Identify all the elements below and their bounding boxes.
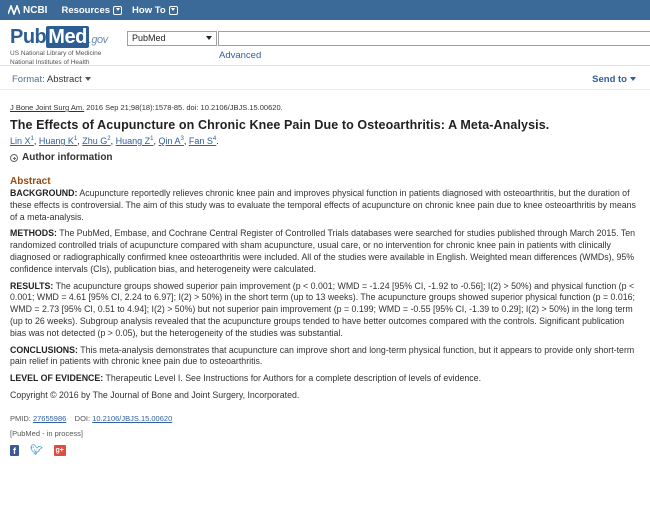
caret-down-icon — [630, 77, 636, 81]
facebook-icon[interactable]: f — [10, 445, 19, 456]
author-list: Lin $X^1$, Huang $K^1$, Zhu $G^2$, Huang $Z^1$, Qin $A^3$, Fan $S^4$. — [10, 136, 219, 146]
author-link[interactable]: Huang $K^1$ — [38, 136, 78, 146]
howto-menu[interactable] — [132, 5, 178, 16]
abstract-results: RESULTS: The acupuncture groups showed superior pain improvement (p < 0.001; WMD = -1.24 [95% CI, -1.92 to -0.56]; I(2) > 50%) and physical function (p < 0.001; WMD = 4.61 [95% CI, 2.24 to 6.97]; I(2) > 50%) in the short term (up to 13 weeks). The acupuncture groups showed superior physical function (p = 0.016; WMD = 2.73 [95% CI, 0.51 to 4.94]; I(2) > 50%) but not superior pain improvement (p = 0.199; WMD = -0.55 [95% CI, -1.39 to 0.29]; I(2) > 50%) in the long term (up to 26 weeks). Subgroup analysis revealed that the acupuncture groups tended to have better outcomes compared with the controls. Significant publication bias was not detected (p > 0.05), but the heterogeneity of the studies was substantial. — [10, 280, 635, 338]
search-input[interactable] — [218, 31, 650, 46]
author-info-toggle[interactable] — [10, 152, 640, 163]
author-info-label: Author information — [22, 152, 113, 163]
author-link[interactable]: Qin $A^3$ — [158, 136, 184, 146]
caret-down-icon — [85, 77, 91, 81]
howto-label: How To — [132, 4, 166, 16]
format-row — [0, 66, 650, 90]
pubmed-logo[interactable] — [10, 26, 108, 67]
pubmed-wordmark — [10, 26, 108, 49]
author-link[interactable]: Huang $Z^1$ — [115, 136, 154, 146]
abstract-methods: METHODS: The PubMed, Embase, and Cochrane Central Register of Controlled Trials databases were searched for studies published through March 2015. Ten randomized controlled trials of acupuncture compared with sham acupuncture, usual care, or no intervention for chronic knee pain in patients with clinically diagnosed or radiographically confirmed knee osteoarthritis were included. All of the studies were available in English. Weighted mean differences (WMDs), 95% confidence intervals (CIs), publication bias, and heterogeneity were calculated. — [10, 228, 636, 274]
database-select-value: PubMed — [132, 33, 166, 43]
author-link[interactable]: Lin $X^1$ — [10, 136, 34, 146]
logo-gov: .gov — [88, 34, 108, 46]
abstract-background: BACKGROUND: Acupuncture reportedly relieves chronic knee pain and improves physical function in patients diagnosed with osteoarthritis, but the duration of these effects is controversial. The aim of this study was to evaluate the temporal effects of acupuncture on chronic knee pain due to knee osteoarthritis by means of a meta-analysis. — [10, 188, 636, 222]
database-select[interactable] — [127, 31, 217, 46]
abstract-heading: Abstract — [10, 176, 51, 187]
article-content — [10, 103, 640, 456]
abstract-conclusions: CONCLUSIONS: This meta-analysis demonstrates that acupuncture can improve short and long-term physical function, but it appears to provide only short-term pain relief in patients with chronic knee pain due to osteoarthritis. — [10, 344, 635, 367]
pmid-label: PMID: — [10, 413, 31, 423]
journal-link[interactable]: J Bone Joint Surg Am. — [10, 103, 85, 112]
format-selector[interactable] — [12, 74, 91, 85]
search-header — [0, 20, 650, 66]
pmid-link[interactable]: 27655986 — [32, 413, 67, 423]
resources-label: Resources — [61, 4, 111, 16]
ncbi-brand-label: NCBI — [23, 4, 48, 16]
publication-status: [PubMed - in process] — [10, 428, 83, 438]
google-plus-icon[interactable]: g+ — [55, 446, 64, 454]
send-to-label: Send to — [592, 74, 627, 85]
twitter-icon[interactable]: 🐦︎ — [30, 444, 43, 456]
logo-med: Med — [48, 26, 87, 48]
citation-details: 2016 Sep 21;98(18):1578-85. doi: 10.2106/JBJS.15.00620. — [84, 103, 283, 112]
article-title: The Effects of Acupuncture on Chronic Knee Pain Due to Osteoarthritis: A Meta-Analysis. — [10, 118, 550, 132]
advanced-search-link[interactable]: Advanced — [219, 50, 262, 61]
identifiers — [10, 414, 640, 423]
doi-link[interactable]: 10.2106/JBJS.15.00620 — [92, 413, 173, 423]
author-link[interactable]: Fan $S^4$ — [188, 136, 217, 146]
chevron-down-icon — [113, 6, 122, 15]
format-value: Abstract — [46, 74, 82, 85]
org-line-1: US National Library of Medicine — [10, 50, 102, 57]
copyright: Copyright © 2016 by The Journal of Bone and Joint Surgery, Incorporated. — [10, 389, 300, 400]
doi-label: DOI: — [74, 413, 91, 423]
share-icons — [10, 445, 640, 456]
format-label: Format: — [12, 74, 45, 85]
ncbi-logo[interactable] — [8, 5, 47, 16]
chevron-down-icon — [169, 6, 178, 15]
expand-plus-icon — [10, 154, 18, 162]
ncbi-topbar — [0, 0, 650, 20]
abstract-level-of-evidence: LEVEL OF EVIDENCE: Therapeutic Level I. See Instructions for Authors for a complete description of levels of evidence. — [10, 373, 482, 384]
resources-menu[interactable] — [61, 5, 122, 16]
send-to-menu[interactable] — [592, 74, 636, 85]
org-line-2: National Institutes of Health — [10, 59, 90, 66]
author-link[interactable]: Zhu $G^2$ — [82, 136, 111, 146]
ncbi-logo-icon — [8, 5, 20, 15]
citation — [10, 103, 640, 112]
caret-down-icon — [206, 36, 212, 40]
logo-pub: Pub — [10, 26, 47, 48]
